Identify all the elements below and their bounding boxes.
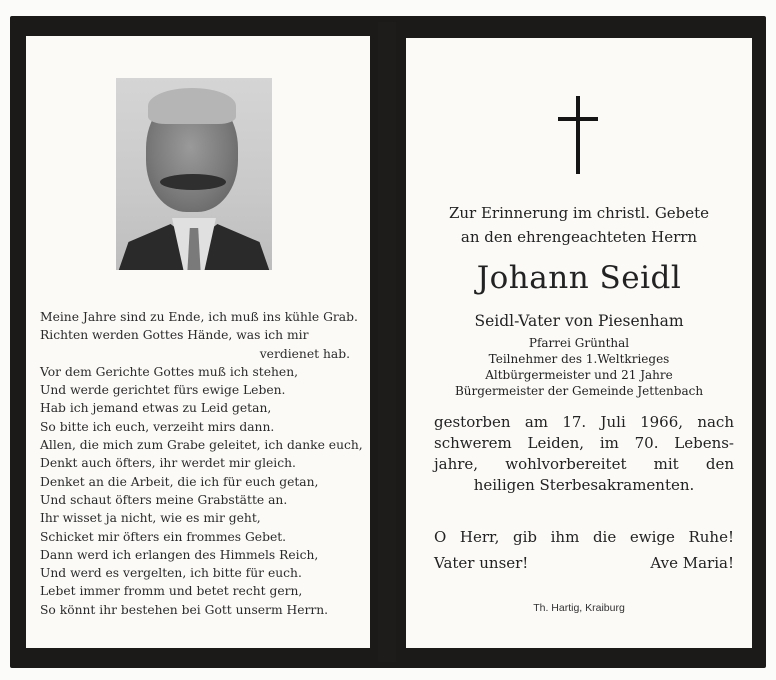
photo-mustache [160,174,226,190]
poem-line: Allen, die mich zum Grabe geleitet, ich danke euch, [40,438,363,453]
intro-line-1: Zur Erinnerung im christl. Gebete [448,204,710,222]
intro-line-2: an den ehrengeachteten Herrn [460,228,698,246]
detail-line: Pfarrei Grünthal [528,336,630,350]
poem-line: So könnt ihr bestehen bei Gott unserm Herrn. [40,602,329,617]
left-panel [26,36,370,648]
poem-line: Meine Jahre sind zu Ende, ich muß ins kühle Grab. [40,310,358,324]
poem-line: Richten werden Gottes Hände, was ich mir [40,328,309,343]
card-fold [378,22,396,662]
poem-line: verdienet hab. [259,346,350,361]
poem-line: Denket an die Arbeit, die ich für euch getan, [40,474,319,489]
photo-hair [148,88,236,124]
poem-line: Hab ich jemand etwas zu Leid getan, [40,401,272,416]
prayer-vater-unser: Vater unser! [434,554,529,572]
poem-line: Schicket mir öfters ein frommes Gebet. [40,529,287,544]
poem-line: So bitte ich euch, verzeiht mirs dann. [40,419,275,434]
poem-line: Denkt auch öfters, ihr werdet mir gleich. [40,456,296,471]
detail-line: Bürgermeister der Gemeinde Jettenbach [454,384,704,398]
poem-line: Und schaut öfters meine Grabstätte an. [40,492,288,507]
cross-horizontal [558,117,598,121]
cross-vertical [576,96,580,174]
poem-line: Und werde gerichtet fürs ewige Leben. [40,383,286,398]
detail-line: Teilnehmer des 1.Weltkrieges [488,352,670,366]
death-notice [434,412,734,496]
poem-line: Lebet immer fromm und betet recht gern, [40,584,303,599]
death-line: heiligen Sterbesakramenten. [473,476,695,494]
printer-credit: Th. Hartig, Kraiburg [533,602,625,614]
cross-icon [558,96,598,174]
poem-line: Ihr wisset ja nicht, wie es mir geht, [40,511,261,526]
poem [26,308,370,619]
death-line: schwerem Leiden, im 70. Lebens- [434,434,734,452]
poem-line: Und werd es vergelten, ich bitte für euch. [40,566,302,581]
detail-line: Altbürgermeister und 21 Jahre [485,368,673,382]
death-line: jahre, wohlvorbereitet mit den [434,455,734,473]
death-line: gestorben am 17. Juli 1966, nach [434,413,734,431]
prayer-ave-maria: Ave Maria! [650,554,734,572]
prayer-line: O Herr, gib ihm die ewige Ruhe! [434,528,734,546]
right-panel [406,38,752,648]
poem-line: Dann werd ich erlangen des Himmels Reich, [40,547,319,562]
portrait-photo [116,78,272,270]
subtitle: Seidl-Vater von Piesenham [474,312,684,330]
poem-line: Vor dem Gerichte Gottes muß ich stehen, [40,364,299,379]
deceased-name: Johann Seidl [476,260,682,296]
